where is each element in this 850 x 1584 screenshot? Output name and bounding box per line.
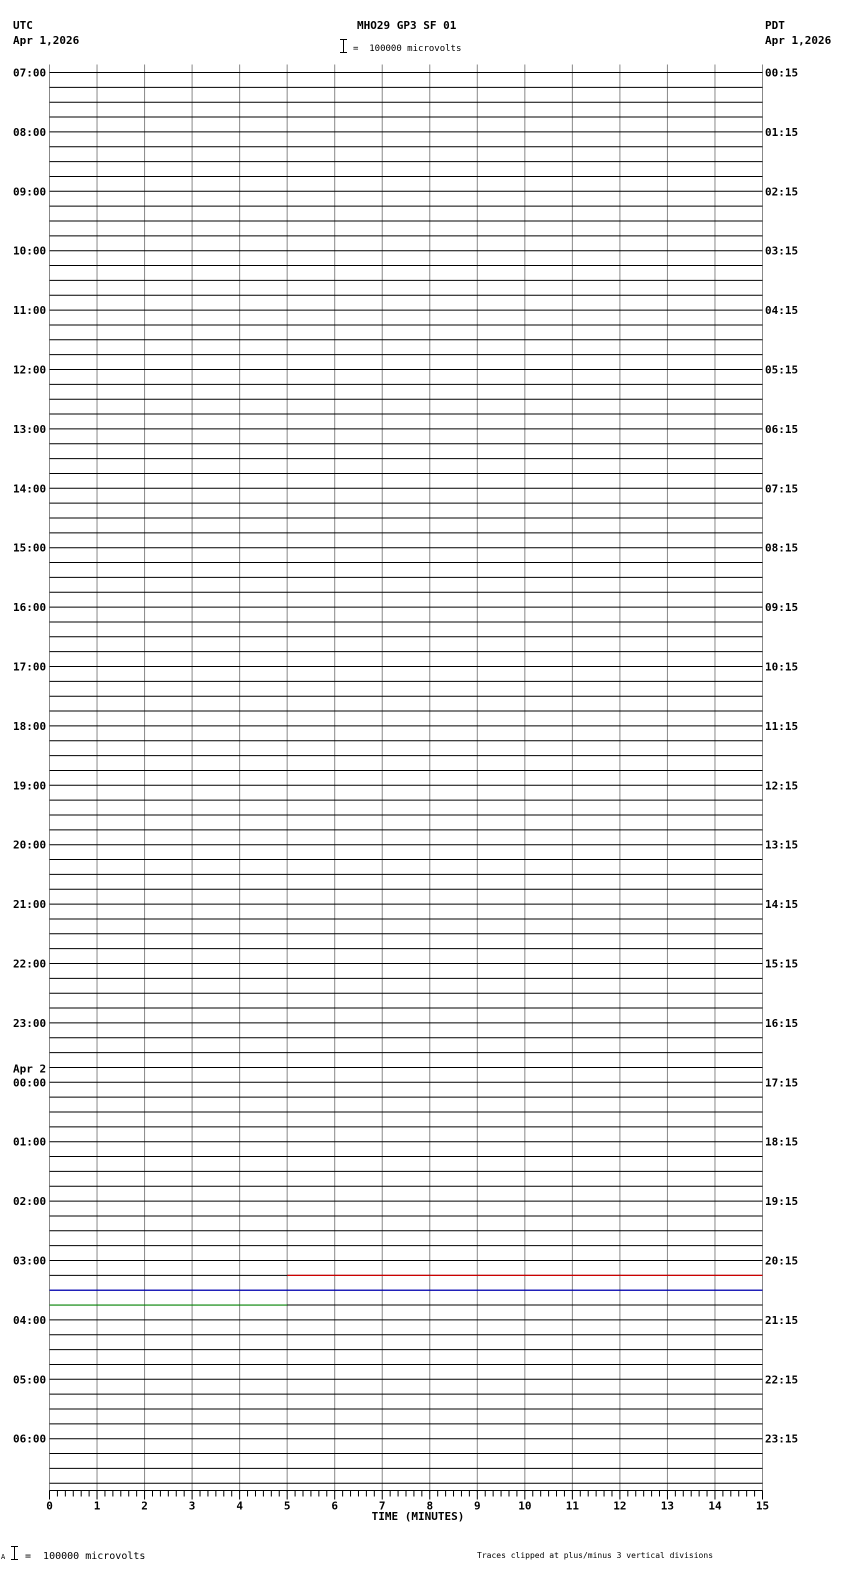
pdt-hour-label: 14:15 [765,898,799,912]
utc-hour-label: 02:00 [13,1195,47,1209]
pdt-hour-label: 04:15 [765,304,799,318]
pdt-hour-label: 13:15 [765,838,799,852]
x-tick-label: 8 [426,1499,434,1513]
pdt-hour-label: 20:15 [765,1254,799,1268]
pdt-hour-label: 09:15 [765,601,799,615]
clip-note: Traces clipped at plus/minus 3 vertical divisions [477,1551,714,1560]
left-date-label: Apr 1,2026 [13,34,80,47]
x-tick-label: 5 [283,1499,291,1513]
x-tick-label: 2 [141,1499,148,1513]
utc-hour-label: 20:00 [13,838,47,852]
pdt-hour-label: 15:15 [765,957,799,971]
utc-hour-label: 13:00 [13,422,47,436]
utc-hour-label: 22:00 [13,957,47,971]
scale-label: = 100000 microvolts [353,44,462,54]
x-tick-label: 12 [613,1499,627,1513]
footer-scale-prefix: A [1,1553,6,1561]
footer-scale-bar-icon [14,1546,15,1560]
utc-hour-label: 05:00 [13,1373,47,1387]
chart-title: MHO29 GP3 SF 01 [357,19,457,32]
x-tick-label: 11 [565,1499,579,1513]
right-date-label: Apr 1,2026 [765,34,832,47]
pdt-hour-label: 02:15 [765,185,799,199]
pdt-hour-label: 08:15 [765,541,799,555]
x-tick-label: 15 [755,1499,770,1513]
left-timezone-label: UTC [13,19,33,32]
utc-hour-label: 17:00 [13,660,47,674]
x-tick-label: 14 [708,1499,722,1513]
x-tick-label: 10 [518,1499,532,1513]
utc-hour-label: 19:00 [13,779,47,793]
pdt-hour-label: 18:15 [765,1135,799,1149]
utc-hour-label: 23:00 [13,1016,47,1030]
utc-hour-label: 04:00 [13,1313,47,1327]
pdt-hour-label: 21:15 [765,1313,799,1327]
utc-hour-label: 03:00 [13,1254,47,1268]
x-tick-label: 1 [93,1499,101,1513]
utc-hour-label: 09:00 [13,185,47,199]
utc-hour-label: 10:00 [13,244,47,258]
pdt-hour-label: 19:15 [765,1195,799,1209]
pdt-hour-label: 05:15 [765,363,799,377]
utc-hour-label: 11:00 [13,304,47,318]
pdt-hour-label: 00:15 [765,66,799,80]
pdt-hour-label: 22:15 [765,1373,799,1387]
pdt-hour-label: 11:15 [765,719,799,733]
utc-hour-label: 18:00 [13,719,47,733]
utc-hour-label: 06:00 [13,1432,47,1446]
utc-hour-label: 14:00 [13,482,47,496]
x-tick-label: 0 [46,1499,53,1513]
utc-hour-label: 08:00 [13,125,47,139]
x-tick-label: 13 [660,1499,675,1513]
x-tick-label: 9 [473,1499,481,1513]
x-tick-label: 7 [378,1499,386,1513]
x-tick-label: 6 [331,1499,339,1513]
right-timezone-label: PDT [765,19,785,32]
footer-scale-label: = 100000 microvolts [25,1551,146,1562]
x-tick-label: 4 [236,1499,243,1513]
pdt-hour-label: 16:15 [765,1016,799,1030]
pdt-hour-label: 01:15 [765,125,799,139]
utc-hour-label: 15:00 [13,541,47,555]
pdt-hour-label: 12:15 [765,779,799,793]
pdt-hour-label: 06:15 [765,422,799,436]
utc-hour-label: 21:00 [13,898,47,912]
pdt-hour-label: 10:15 [765,660,799,674]
pdt-hour-label: 23:15 [765,1432,799,1446]
x-tick-label: 3 [188,1499,196,1513]
pdt-hour-label: 17:15 [765,1076,799,1090]
utc-hour-label: 00:00 [13,1076,47,1090]
utc-hour-label: 07:00 [13,66,47,80]
utc-hour-label: 01:00 [13,1135,47,1149]
pdt-hour-label: 03:15 [765,244,799,258]
pdt-hour-label: 07:15 [765,482,799,496]
date-change-label: Apr 2 [13,1062,47,1076]
utc-hour-label: 16:00 [13,601,47,615]
utc-hour-label: 12:00 [13,363,47,377]
x-axis-label: TIME (MINUTES) [371,1510,465,1523]
